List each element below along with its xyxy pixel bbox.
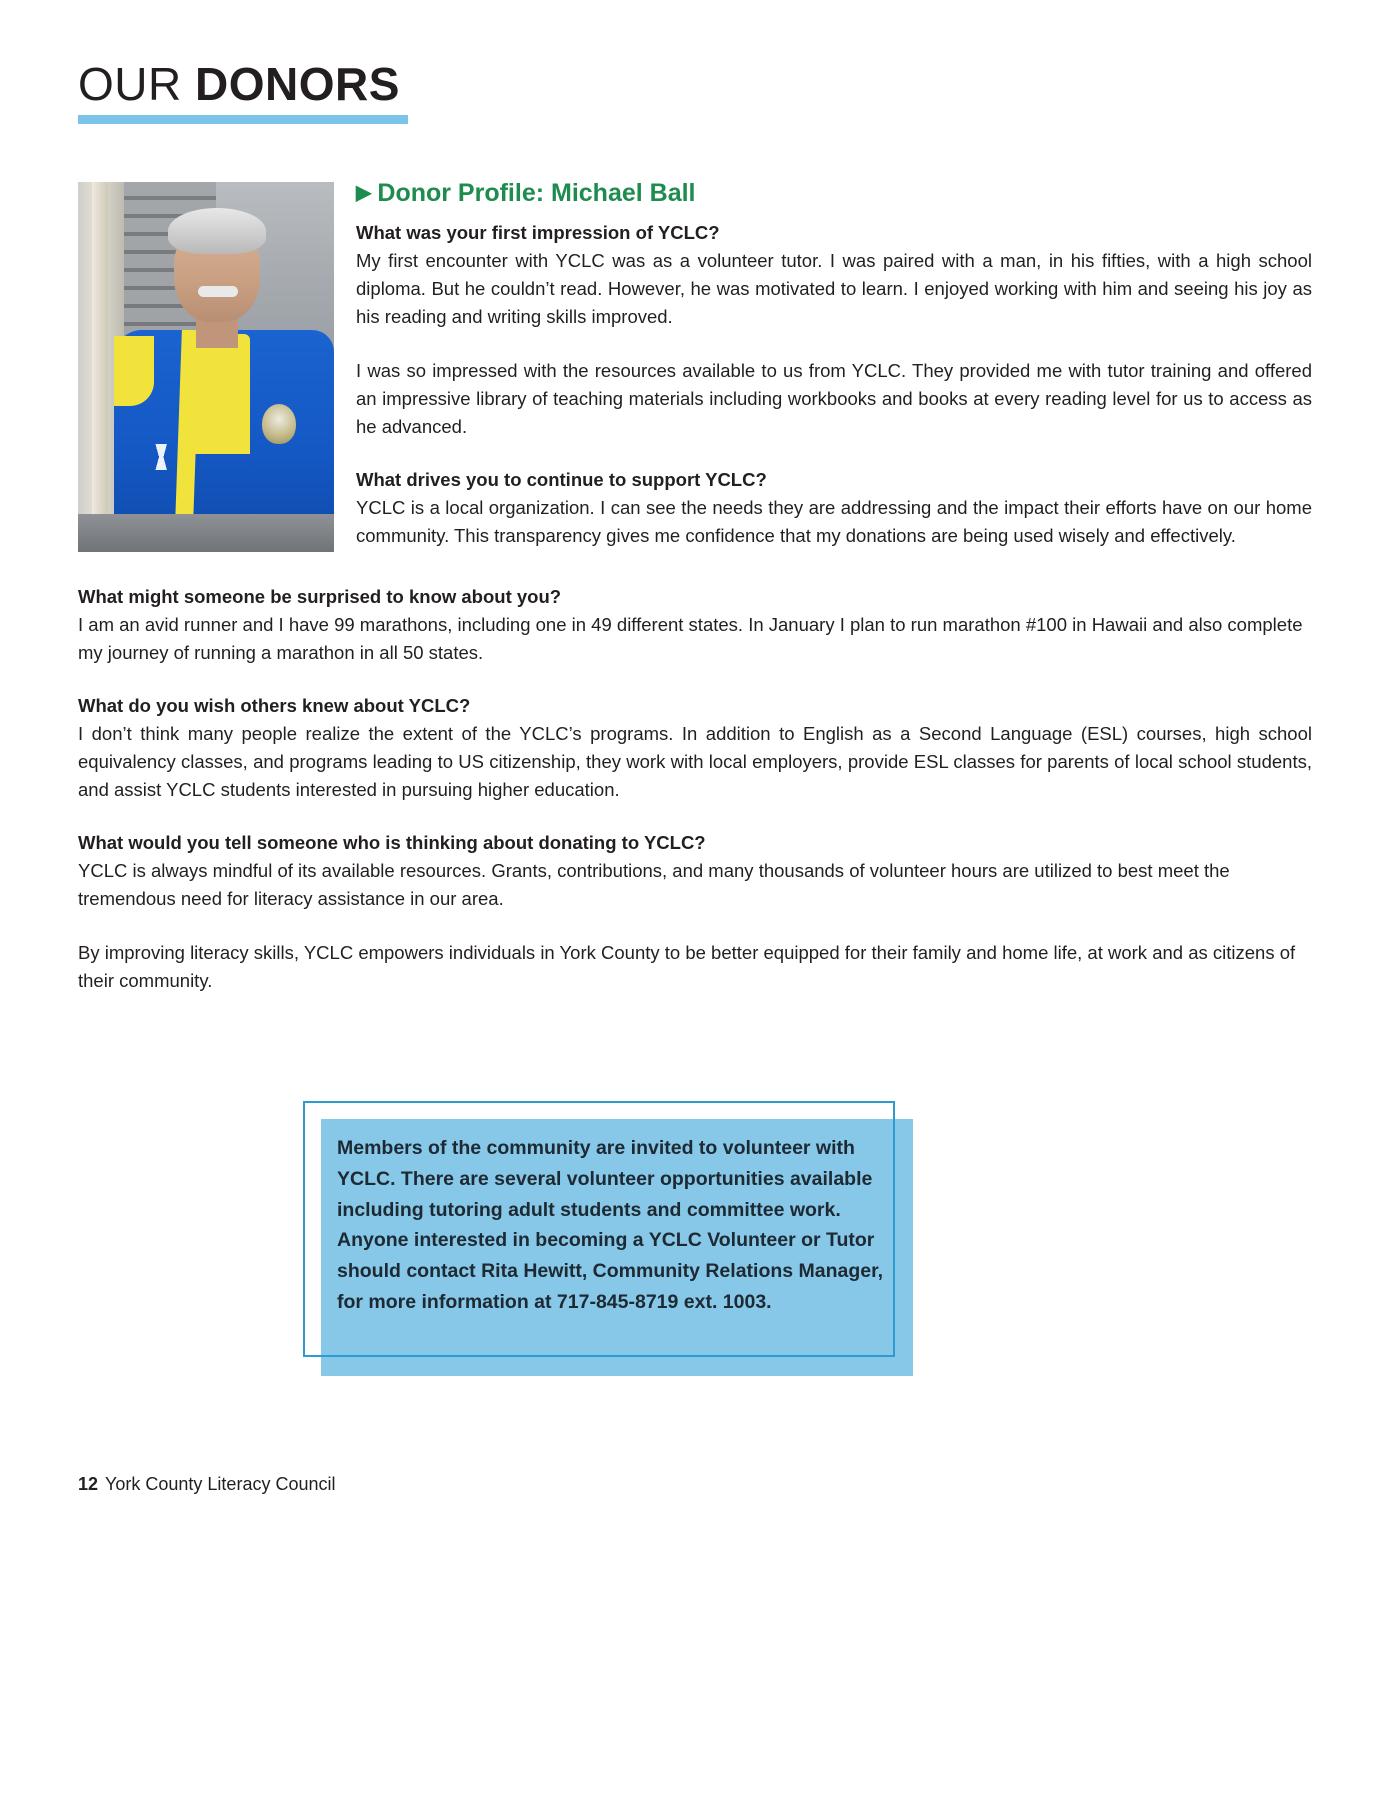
answer-4: I am an avid runner and I have 99 marathons, including one in 49 different states. In January I plan to run marathon #100 in Hawaii and also complete my journey of running a marathon in all 50 states. bbox=[78, 613, 1303, 663]
donor-profile-heading-label: Donor Profile: Michael Ball bbox=[377, 179, 696, 207]
donor-photo bbox=[78, 182, 334, 552]
footer-organization: York County Literacy Council bbox=[105, 1474, 336, 1494]
spacer bbox=[78, 558, 1312, 584]
photo-marathon-badge bbox=[262, 404, 296, 444]
header-accent-rule bbox=[78, 115, 408, 124]
photo-ground bbox=[78, 514, 334, 552]
callout-text: Members of the community are invited to volunteer with YCLC. There are several volunteer opportunities available including tutoring adult students and committee work. Anyone interested in becoming a YCLC Volunteer or Tutor should contact Rita Hewitt, Community Relations Manager, for more information at 717-845-8719 ext. 1003. bbox=[337, 1137, 884, 1313]
spacer bbox=[78, 804, 1312, 830]
question-4: What might someone be surprised to know about you? bbox=[78, 586, 562, 607]
answer-1: My first encounter with YCLC was as a volunteer tutor. I was paired with a man, in his fifties, with a high school diploma. But he couldn’t read. However, he was motivated to learn. I enjoyed working with him and seeing his joy as his reading and writing skills improved. bbox=[356, 249, 1312, 328]
page-header bbox=[78, 60, 1158, 124]
answer-2: I was so impressed with the resources available to us from YCLC. They provided me with tutor training and offered an impressive library of teaching materials including workbooks and books at every reading level for us to access as he advanced. bbox=[356, 360, 1312, 438]
answer-3: YCLC is a local organization. I can see the needs they are addressing and the impact their efforts have on our home community. This transparency gives me confidence that my donations are being used wisely and effectively. bbox=[356, 497, 1312, 547]
closing-paragraph: By improving literacy skills, YCLC empowers individuals in York County to be better equipped for their family and home life, at work and as citizens of their community. bbox=[78, 942, 1296, 992]
question-6: What would you tell someone who is thinking about donating to YCLC? bbox=[78, 832, 706, 854]
page-footer bbox=[78, 1474, 335, 1495]
article-content bbox=[78, 178, 1312, 995]
spacer bbox=[78, 667, 1312, 693]
triangle-bullet-icon: ▶ bbox=[356, 182, 372, 204]
question-1: What was your first impression of YCLC? bbox=[356, 222, 720, 243]
photo-shirt bbox=[188, 334, 250, 454]
page-title-bold: DONORS bbox=[195, 58, 400, 110]
question-5: What do you wish others knew about YCLC? bbox=[78, 695, 471, 717]
page-number: 12 bbox=[78, 1474, 99, 1494]
answer-6: YCLC is always mindful of its available resources. Grants, contributions, and many thousands of volunteer hours are utilized to best meet the tremendous need for literacy assistance in our area. bbox=[78, 859, 1230, 910]
spacer bbox=[78, 913, 1312, 939]
answer-5: I don’t think many people realize the extent of the YCLC’s programs. In addition to English as a Second Language (ESL) courses, high school equivalency classes, and programs leading to US citizenship, they work with local employers, provide ESL classes for parents of local school students, and assist YCLC students interested in pursuing higher education. bbox=[78, 722, 1312, 801]
photo-brand-logo bbox=[144, 444, 178, 470]
page-title bbox=[78, 60, 1158, 108]
photo-hair bbox=[168, 208, 266, 254]
photo-mustache bbox=[198, 286, 238, 297]
page-title-light: OUR bbox=[78, 58, 195, 110]
volunteer-callout bbox=[303, 1101, 913, 1376]
question-3: What drives you to continue to support YCLC? bbox=[356, 469, 767, 491]
